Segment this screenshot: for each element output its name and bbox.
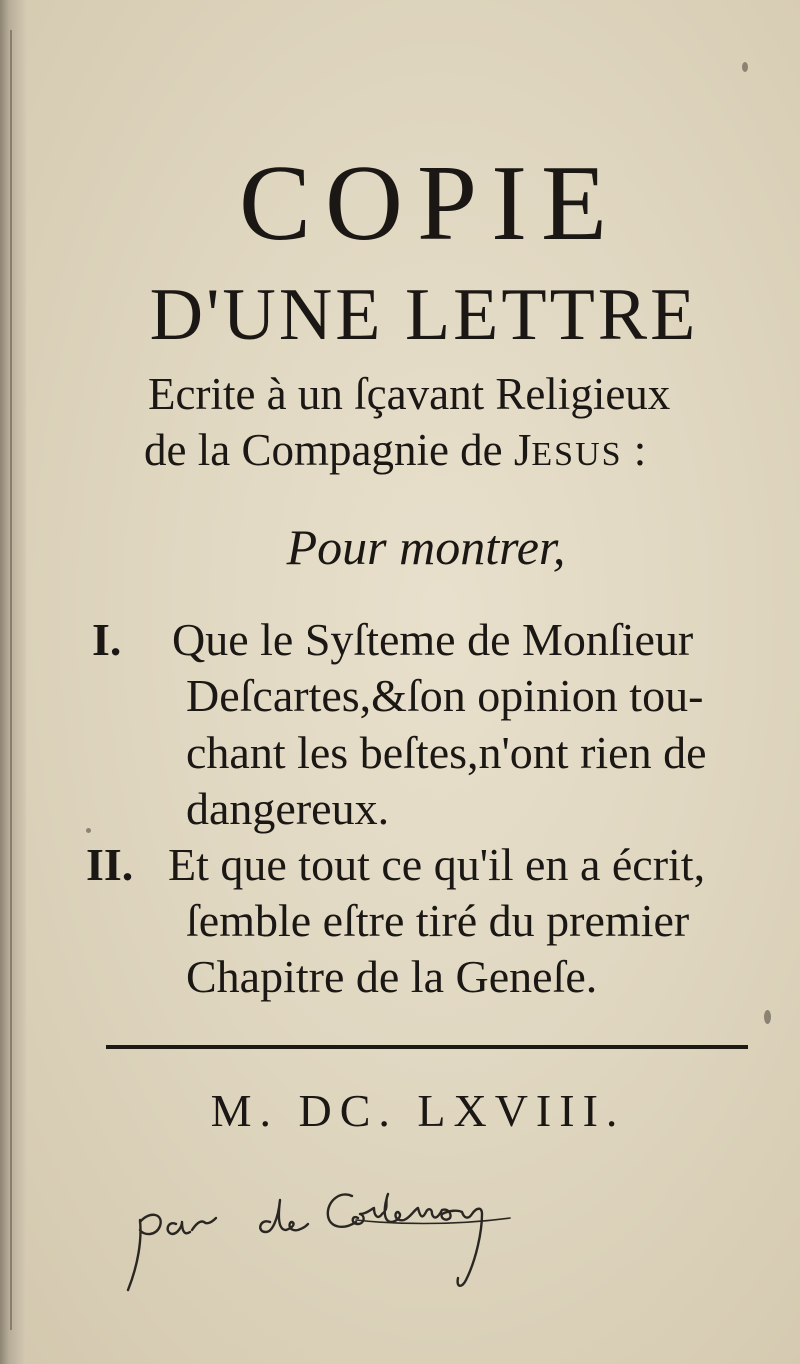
handwritten-signature [120, 1180, 600, 1300]
subtitle-line-2 [144, 425, 647, 475]
page-binding-edge [0, 0, 26, 1364]
ink-speck [86, 828, 91, 833]
ink-speck [742, 62, 748, 72]
point-number-1: I. [92, 614, 122, 665]
point-2-line-3: Chapitre de la Geneſe. [186, 951, 598, 1002]
subtitle-line-1: Ecrite à un ſçavant Religieux [148, 369, 671, 419]
point-1-line-2: Deſcartes,&ſon opinion tou- [186, 670, 704, 721]
ink-speck [764, 1010, 771, 1024]
point-1-line-1: Que le Syſteme de Monſieur [172, 614, 694, 665]
publication-date: M. DC. LXVIII. [210, 1085, 626, 1136]
point-2-line-1: Et que tout ce qu'il en a écrit, [168, 839, 706, 890]
point-1-line-4: dangereux. [186, 783, 390, 834]
binding-shadow-line [10, 30, 12, 1330]
title-copie: COPIE [238, 144, 622, 263]
subtitle-jesus-smallcaps: ESUS [531, 436, 623, 473]
point-1-line-3: chant les beſtes,n'ont rien de [186, 727, 707, 778]
title-d-une-lettre: D'UNE LETTRE [149, 274, 699, 356]
horizontal-rule [106, 1045, 748, 1049]
subtitle-line-2-suffix: : [622, 425, 647, 475]
point-2-line-2: ſemble eſtre tiré du premier [186, 895, 690, 946]
subtitle-line-2-prefix: de la Compagnie de J [144, 425, 532, 475]
intro-pour-montrer: Pour montrer, [286, 519, 566, 575]
point-number-2: II. [86, 839, 134, 890]
